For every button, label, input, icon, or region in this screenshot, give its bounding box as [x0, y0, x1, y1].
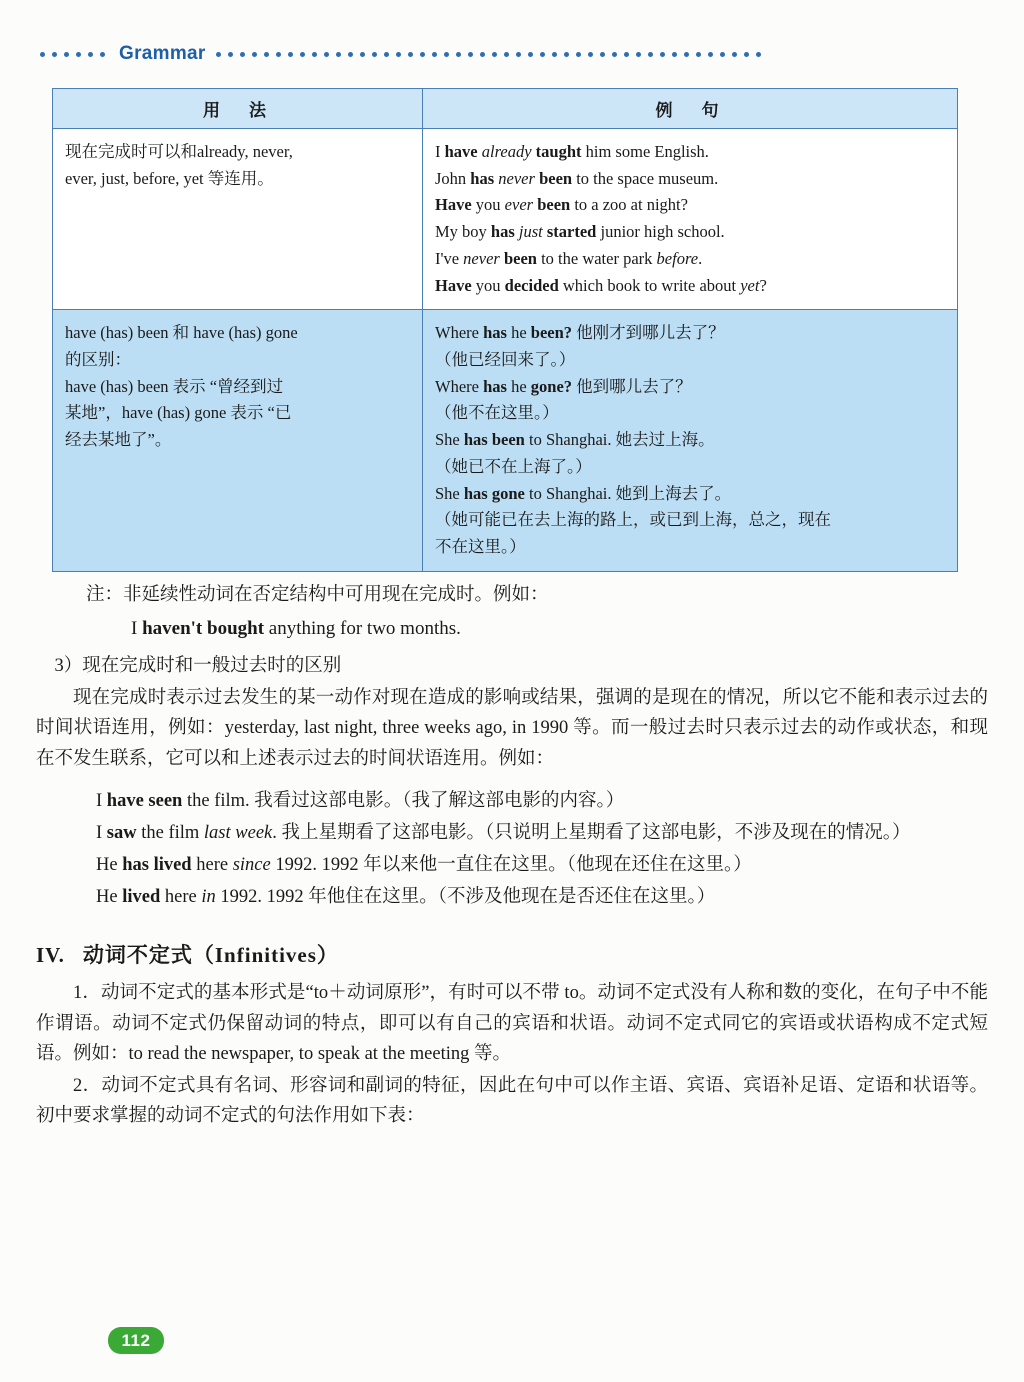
example-line: Have you decided which book to write about yet?	[435, 275, 767, 295]
usage-cell	[53, 310, 423, 571]
decorative-dot	[660, 52, 665, 57]
example-sentence: He lived here in 1992. 1992 年他住在这里。（不涉及他现在是否还住在这里。）	[96, 887, 716, 908]
decorative-dot	[276, 52, 281, 57]
column-header-examples: 例 句	[423, 89, 958, 129]
example-line: （她已不在上海了。）	[435, 456, 592, 476]
example-line: I have already taught him some English.	[435, 142, 709, 161]
decorative-dot	[396, 52, 401, 57]
example-line: （她可能已在去上海的路上，或已到上海，总之，现在	[435, 510, 831, 530]
decorative-dot	[216, 52, 221, 57]
usage-line: 现在完成时可以和already, never,	[65, 142, 293, 161]
example-sentence: I have seen the film. 我看过这部电影。（我了解这部电影的内容。）	[96, 790, 625, 811]
decorative-dot	[252, 52, 257, 57]
item2-paragraph: 2．动词不定式具有名词、形容词和副词的特征，因此在句中可以作主语、宾语、宾语补足语、定语和状语等。初中要求掌握的动词不定式的句法作用如下表：	[36, 1075, 988, 1127]
decorative-dot	[744, 52, 749, 57]
header-dots-right	[216, 52, 1014, 57]
example-line: 不在这里。）	[435, 537, 526, 557]
decorative-dot	[636, 52, 641, 57]
decorative-dot	[76, 52, 81, 57]
decorative-dot	[240, 52, 245, 57]
decorative-dot	[420, 52, 425, 57]
decorative-dot	[648, 52, 653, 57]
usage-line: have (has) been 和 have (has) gone	[65, 323, 298, 343]
example-line: I've never been to the water park before.	[435, 248, 703, 268]
decorative-dot	[588, 52, 593, 57]
decorative-dot	[696, 52, 701, 57]
decorative-dot	[408, 52, 413, 57]
example-sentence: He has lived here since 1992. 1992 年以来他一直住在这里。（他现在还住在这里。）	[96, 854, 752, 875]
usage-line: 某地”，have (has) gone 表示 “已	[65, 403, 292, 423]
page-header	[40, 40, 1014, 68]
usage-line: ever, just, before, yet 等连用。	[65, 168, 274, 188]
example-line: Where has he gone? 他到哪儿去了？	[435, 376, 692, 396]
item1-paragraph: 1．动词不定式的基本形式是“to＋动词原形”，有时可以不带 to。动词不定式没有人称和数的变化，在句子中不能作谓语。动词不定式仍保留动词的特点，即可以有自己的宾语和状语。动词不定式同它的宾语或状语构成不定式短语。例如：to read the newspaper, to speak at the meeting 等。	[36, 983, 988, 1064]
note-example: I haven't bought anything for two months.	[131, 618, 461, 640]
decorative-dot	[492, 52, 497, 57]
usage-cell	[53, 129, 423, 310]
example-cell	[423, 129, 958, 310]
note-paragraph: 注：非延续性动词在否定结构中可用现在完成时。例如：	[86, 585, 549, 605]
decorative-dot	[600, 52, 605, 57]
decorative-dot	[720, 52, 725, 57]
decorative-dot	[312, 52, 317, 57]
decorative-dot	[564, 52, 569, 57]
decorative-dot	[576, 52, 581, 57]
item3-paragraph: 现在完成时表示过去发生的某一动作对现在造成的影响或结果，强调的是现在的情况，所以它不能和表示过去的时间状语连用，例如：yesterday, last night, three weeks ago, in 1990 等。而一般过去时只表示过去的动作或状态，和现在不发生联系，它可以和上述表示过去的时间状语连用。例如：	[36, 688, 988, 769]
example-sentence: I saw the film last week. 我上星期看了这部电影。（只说明上星期看了这部电影，不涉及现在的情况。）	[96, 822, 911, 843]
section-heading	[36, 938, 988, 972]
decorative-dot	[288, 52, 293, 57]
decorative-dot	[444, 52, 449, 57]
example-line: （他不在这里。）	[435, 403, 559, 423]
decorative-dot	[672, 52, 677, 57]
decorative-dot	[88, 52, 93, 57]
decorative-dot	[336, 52, 341, 57]
column-header-usage: 用 法	[53, 89, 423, 129]
decorative-dot	[612, 52, 617, 57]
example-line: Have you ever been to a zoo at night?	[435, 195, 688, 215]
decorative-dot	[468, 52, 473, 57]
decorative-dot	[348, 52, 353, 57]
decorative-dot	[100, 52, 105, 57]
decorative-dot	[300, 52, 305, 57]
decorative-dot	[64, 52, 69, 57]
example-line: John has never been to the space museum.	[435, 168, 719, 188]
decorative-dot	[624, 52, 629, 57]
decorative-dot	[684, 52, 689, 57]
decorative-dot	[732, 52, 737, 57]
decorative-dot	[384, 52, 389, 57]
decorative-dot	[228, 52, 233, 57]
decorative-dot	[372, 52, 377, 57]
section-title: 动词不定式（Infinitives）	[82, 943, 339, 968]
table-row	[53, 310, 958, 571]
example-line: （他已经回来了。）	[435, 350, 576, 370]
decorative-dot	[52, 52, 57, 57]
section-numeral: IV.	[36, 943, 65, 968]
example-cell	[423, 310, 958, 571]
decorative-dot	[540, 52, 545, 57]
example-line: Where has he been? 他刚才到哪儿去了？	[435, 323, 725, 343]
usage-line: 的区别：	[65, 350, 131, 370]
header-dots-left	[40, 52, 105, 57]
decorative-dot	[480, 52, 485, 57]
item3-title: 3）现在完成时和一般过去时的区别	[54, 656, 342, 677]
usage-line: 经去某地了”。	[65, 430, 172, 450]
decorative-dot	[432, 52, 437, 57]
decorative-dot	[40, 52, 45, 57]
decorative-dot	[552, 52, 557, 57]
page-body	[36, 580, 988, 1133]
example-line: My boy has just started junior high school.	[435, 222, 725, 242]
decorative-dot	[756, 52, 761, 57]
table-header-row	[53, 89, 958, 129]
example-line: She has gone to Shanghai. 她到上海去了。	[435, 483, 732, 503]
grammar-table	[52, 88, 958, 572]
page-number-badge: 112	[108, 1327, 164, 1354]
decorative-dot	[516, 52, 521, 57]
decorative-dot	[708, 52, 713, 57]
decorative-dot	[528, 52, 533, 57]
decorative-dot	[504, 52, 509, 57]
page-title: Grammar	[119, 43, 206, 64]
example-line: She has been to Shanghai. 她去过上海。	[435, 430, 715, 450]
table-row	[53, 129, 958, 310]
usage-line: have (has) been 表示 “曾经到过	[65, 376, 284, 396]
decorative-dot	[264, 52, 269, 57]
decorative-dot	[360, 52, 365, 57]
decorative-dot	[324, 52, 329, 57]
decorative-dot	[456, 52, 461, 57]
